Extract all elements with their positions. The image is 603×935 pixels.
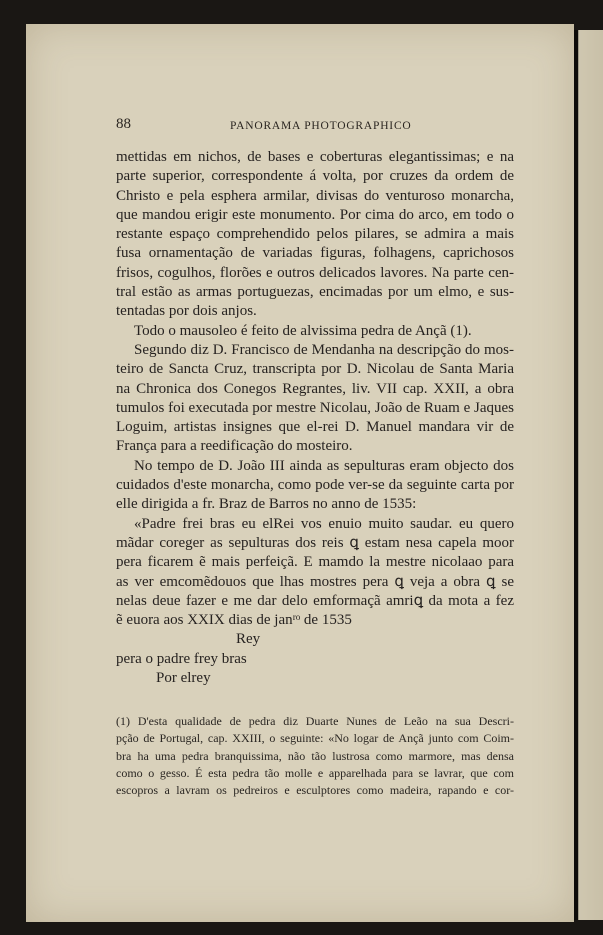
text-line: ẽ euora aos XXIX dias de janʳᵒ de 1535: [116, 612, 352, 629]
footnote-line: escopros a lavram os pedreiros e esculptores como madeira, rapando e cor-: [116, 783, 514, 798]
text-line: as ver emcomẽdouos que lhas mostres pera ꝗ veja a obra ꝗ se: [116, 573, 514, 590]
text-line: tumulos foi executada por mestre Nicolau, João de Ruam e Jaques: [116, 399, 514, 416]
adjacent-page-edge: [574, 30, 603, 920]
text-line: Loguim, artistas insignes que el-rei D. Manuel mandara vir de: [116, 419, 514, 436]
address-line: pera o padre frey bras: [116, 650, 247, 667]
text-line: mettidas em nichos, de bases e coberturas elegantissimas; e na: [116, 149, 514, 165]
text-line: «Padre frei bras eu elRei vos enuio muito saudar. eu quero: [134, 515, 514, 532]
text-line: parte superior, correspondente á volta, por cruzes da ordem de: [116, 168, 514, 185]
text-line: fusa ornamentação de variadas figuras, folhagens, caprichosos: [116, 245, 514, 262]
text-line: tentadas por dois anjos.: [116, 303, 257, 320]
signature-line: Rey: [236, 631, 261, 648]
text-line: Christo e pela esphera armilar, divisas do venturoso monarcha,: [116, 187, 514, 204]
page-number: 88: [116, 116, 131, 132]
footnote-line: bra ha uma pedra branquissima, não tão lustrosa como marmore, mas densa: [116, 748, 514, 763]
main-text: [116, 148, 514, 688]
text-line: na Chronica dos Conegos Regrantes, liv. VII cap. XXII, a obra: [116, 380, 514, 397]
text-line: frisos, cogulhos, florões e outros delicados lavores. Na parte cen-: [116, 264, 514, 281]
footnote: [116, 713, 514, 799]
footnote-line: pção de Portugal, cap. XXIII, o seguinte: «No logar de Ançã junto com Coim-: [116, 731, 514, 746]
text-line: nelas deue fazer e me dar delo emformaçã amriꝗ da mota a fez: [116, 592, 514, 609]
text-line: teiro de Sancta Cruz, transcripta por D. Nicolau de Santa Maria: [116, 361, 514, 378]
running-title: PANORAMA PHOTOGRAPHICO: [230, 120, 412, 132]
text-line: França para a reedificação do mosteiro.: [116, 438, 353, 455]
text-line: Todo o mausoleo é feito de alvissima pedra de Ançã (1).: [134, 322, 472, 339]
text-line: restante espaço comprehendido pelos pilares, se admira a mais: [116, 226, 514, 243]
text-line: pera ficarem ẽ mais perfeiçã. E mamdo la mestre nicolaao para: [116, 554, 514, 571]
text-line: No tempo de D. João III ainda as sepulturas eram objecto dos: [134, 457, 514, 474]
footnote-line: (1) D'esta qualidade de pedra diz Duarte Nunes de Leão na sua Descri-: [116, 714, 514, 728]
footnote-line: como o gesso. É esta pedra tão molle e apparelhada para se lavrar, que com: [116, 765, 514, 780]
text-line: que mandou erigir este monumento. Por cima do arco, em todo o: [116, 206, 514, 223]
running-head: [116, 116, 514, 136]
signature-line: Por elrey: [156, 670, 211, 687]
text-line: tral estão as armas portuguezas, encimadas por um elmo, e sus-: [116, 284, 514, 301]
text-line: cuidados d'este monarcha, como pode ver-se da seguinte carta por: [116, 477, 514, 494]
text-line: elle dirigida a fr. Braz de Barros no anno de 1535:: [116, 496, 417, 513]
text-line: mãdar coreger as sepulturas dos reis ꝗ estam nesa capela moor: [116, 534, 514, 551]
text-line: Segundo diz D. Francisco de Mendanha na descripção do mos-: [134, 341, 514, 358]
book-spine-shadow: [574, 30, 578, 920]
